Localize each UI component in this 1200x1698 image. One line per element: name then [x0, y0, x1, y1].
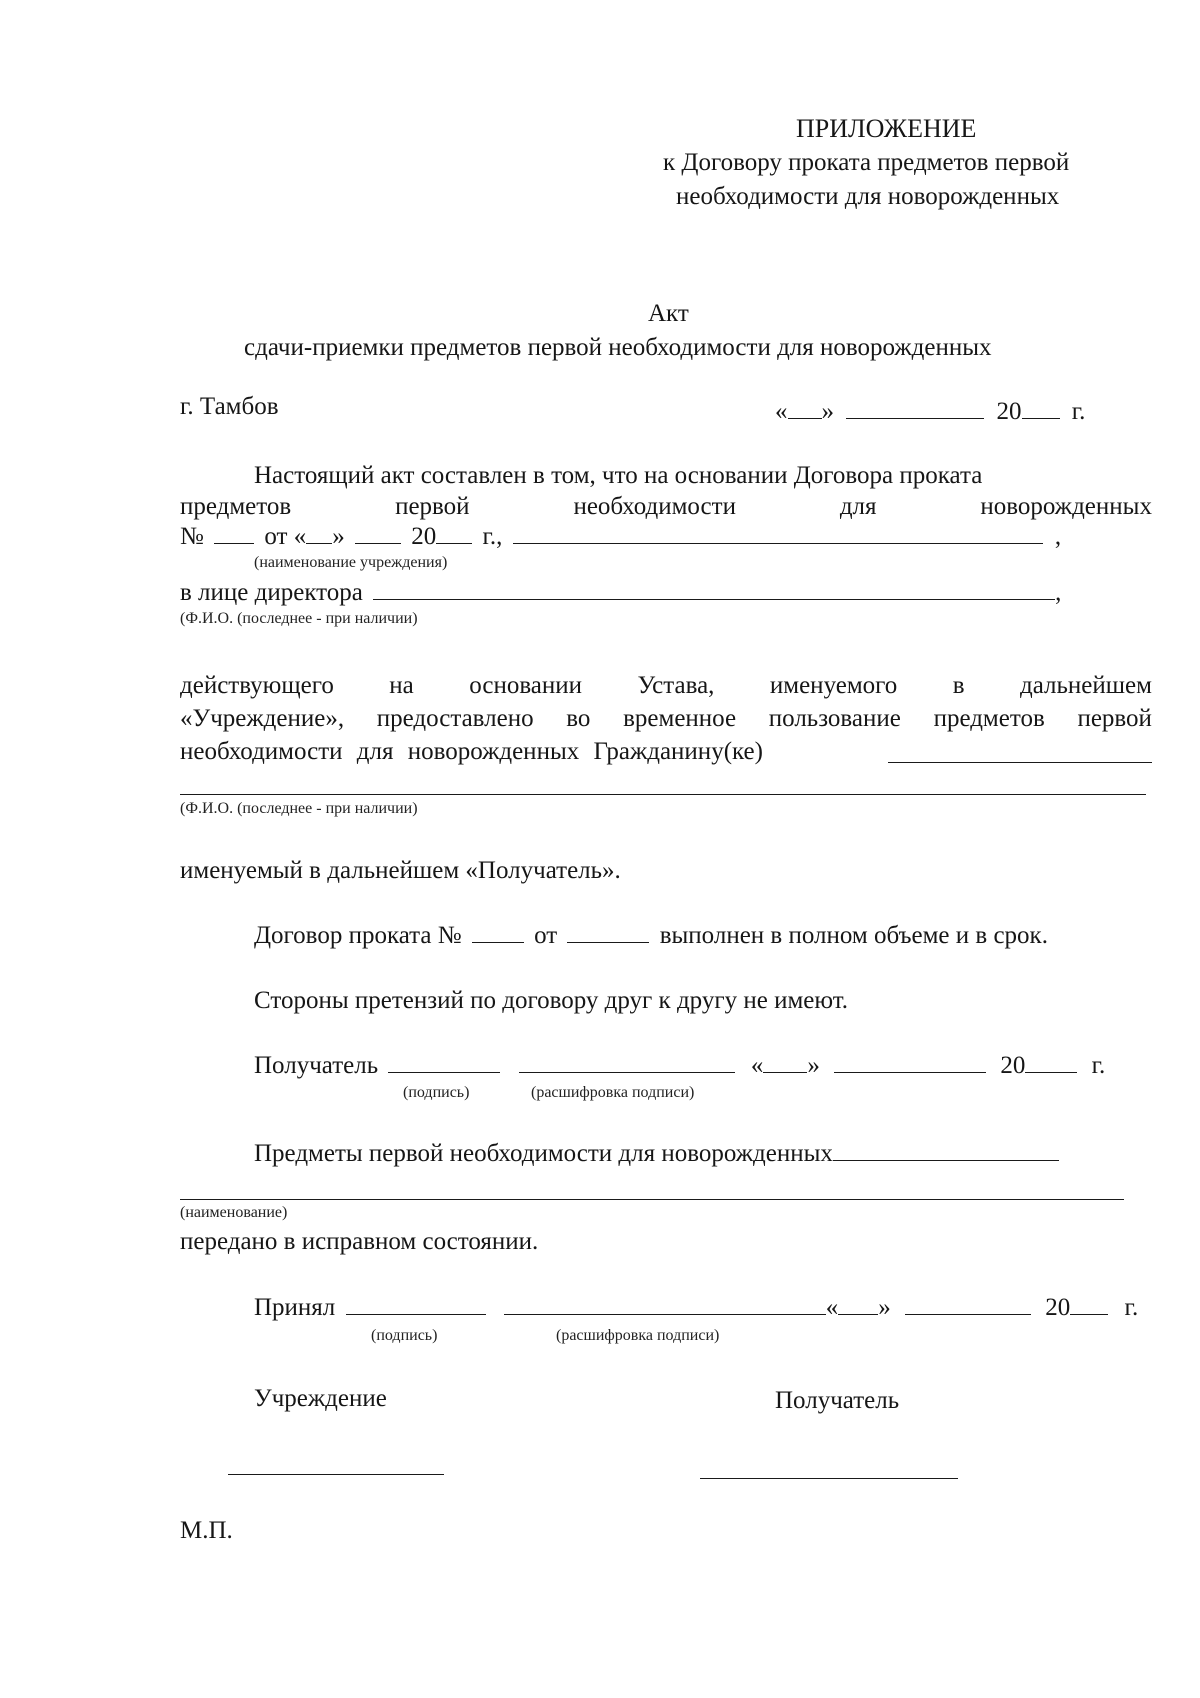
- director-name-field[interactable]: [373, 578, 1055, 600]
- year-prefix: 20: [1045, 1294, 1071, 1321]
- recipient-year-field[interactable]: [1025, 1051, 1077, 1073]
- word: пользование: [768, 705, 901, 732]
- para1-line-3: [180, 522, 1061, 552]
- word: в: [952, 672, 965, 699]
- institution-label: Учреждение: [254, 1385, 387, 1412]
- contract-day-field[interactable]: [306, 522, 332, 544]
- appendix-title: ПРИЛОЖЕНИЕ: [796, 114, 977, 143]
- close-quote: »: [807, 1052, 820, 1079]
- contract-year-field[interactable]: [436, 522, 472, 544]
- word: Устава,: [637, 672, 715, 699]
- accepted-month-field[interactable]: [905, 1293, 1031, 1315]
- year-suffix: г.: [1124, 1294, 1139, 1321]
- year-prefix: 20: [1000, 1052, 1026, 1079]
- accepted-day-field[interactable]: [838, 1293, 878, 1315]
- accepted-label: Принял: [254, 1294, 336, 1321]
- contract-text-b: от: [534, 922, 558, 949]
- close-quote: »: [878, 1294, 891, 1321]
- accepted-signature-field[interactable]: [346, 1293, 486, 1315]
- recipient-month-field[interactable]: [834, 1051, 986, 1073]
- caption-accepted-decoding: (расшифровка подписи): [556, 1327, 720, 1344]
- word: дальнейшем: [1020, 672, 1152, 699]
- date-day-field[interactable]: [788, 397, 822, 419]
- para2-line-2: [180, 704, 1152, 734]
- year-suffix: г.: [1091, 1052, 1106, 1079]
- act-subtitle: сдачи-приемки предметов первой необходимости для новорожденных: [244, 334, 992, 361]
- city: г. Тамбов: [180, 393, 279, 420]
- date-year-prefix: 20: [996, 398, 1022, 425]
- header-date: [775, 397, 1085, 427]
- caption-director-fio: (Ф.И.О. (последнее - при наличии): [180, 610, 418, 627]
- word: предметов: [933, 705, 1045, 732]
- caption-recipient-decoding: (расшифровка подписи): [531, 1084, 695, 1101]
- items-condition: передано в исправном состоянии.: [180, 1228, 539, 1255]
- stamp-place: М.П.: [180, 1517, 233, 1544]
- caption-items-name: (наименование): [180, 1204, 288, 1221]
- word: для: [839, 493, 877, 520]
- recipient-decoding-field[interactable]: [519, 1051, 735, 1073]
- recipient-day-field[interactable]: [763, 1051, 807, 1073]
- para2-line-1: [180, 671, 1152, 701]
- caption-recipient-signature: (подпись): [403, 1084, 470, 1101]
- contract-text-c: выполнен в полном объеме и в срок.: [659, 922, 1048, 949]
- director-label: в лице директора: [180, 579, 363, 606]
- no-claims-line: Стороны претензий по договору друг к другу не имеют.: [254, 987, 849, 1014]
- date-open-quote: «: [775, 398, 788, 425]
- para2-line-3: необходимости для новорожденных Гражданину(ке): [180, 738, 763, 765]
- items-line: [254, 1139, 1059, 1169]
- citizen-name-field-end[interactable]: [888, 762, 1152, 763]
- items-label: Предметы первой необходимости для новорожденных: [254, 1140, 833, 1167]
- para1-line-1: Настоящий акт составлен в том, что на основании Договора проката: [254, 462, 983, 489]
- para1-line-2: [180, 492, 1152, 522]
- number-sign: №: [180, 523, 204, 550]
- appendix-line-2: необходимости для новорожденных: [676, 183, 1060, 210]
- items-name-field-line-2[interactable]: [180, 1199, 1124, 1200]
- from-label: от: [264, 523, 288, 550]
- contract-text-a: Договор проката №: [254, 922, 462, 949]
- trailing-comma: ,: [1054, 523, 1062, 550]
- act-title: Акт: [648, 300, 689, 327]
- word: первой: [1077, 705, 1152, 732]
- open-quote: «: [293, 523, 307, 550]
- word: временное: [623, 705, 737, 732]
- institution-signature-field[interactable]: [228, 1474, 444, 1475]
- word: основании: [469, 672, 583, 699]
- caption-accepted-signature: (подпись): [371, 1327, 438, 1344]
- accepted-year-field[interactable]: [1070, 1293, 1108, 1315]
- rental-date-field[interactable]: [567, 921, 649, 943]
- word: во: [566, 705, 591, 732]
- recipient-sign-line: [254, 1051, 1105, 1081]
- date-year-suffix: г.: [1071, 398, 1086, 425]
- word: новорожденных: [980, 493, 1152, 520]
- institution-name-field[interactable]: [513, 522, 1043, 544]
- close-quote: »: [332, 523, 345, 550]
- word: именуемого: [769, 672, 898, 699]
- rental-number-field[interactable]: [472, 921, 524, 943]
- date-year-field[interactable]: [1022, 397, 1060, 419]
- word: «Учреждение»,: [180, 705, 345, 732]
- citizen-name-field-line-2[interactable]: [180, 794, 1146, 795]
- items-name-field[interactable]: [833, 1139, 1059, 1161]
- open-quote: «: [750, 1052, 764, 1079]
- recipient-sign-label: Получатель: [254, 1052, 379, 1079]
- accepted-line: [254, 1293, 1138, 1323]
- word: предоставлено: [376, 705, 534, 732]
- word: предметов: [180, 493, 292, 520]
- accepted-decoding-field[interactable]: [504, 1293, 826, 1315]
- word: действующего: [180, 672, 334, 699]
- word: первой: [395, 493, 470, 520]
- caption-citizen-fio: (Ф.И.О. (последнее - при наличии): [180, 800, 418, 817]
- recipient-signature-line[interactable]: [700, 1478, 958, 1479]
- year-prefix: 20: [411, 523, 437, 550]
- director-comma: ,: [1055, 579, 1062, 606]
- open-quote: «: [825, 1294, 839, 1321]
- recipient-named: именуемый в дальнейшем «Получатель».: [180, 857, 621, 884]
- appendix-line-1: к Договору проката предметов первой: [663, 149, 1070, 176]
- date-close-quote: »: [821, 398, 834, 425]
- contract-month-field[interactable]: [355, 522, 401, 544]
- contract-fulfilled-line: [254, 921, 1048, 951]
- recipient-label: Получатель: [775, 1387, 900, 1414]
- caption-institution: (наименование учреждения): [254, 554, 448, 571]
- contract-number-field[interactable]: [214, 522, 254, 544]
- year-suffix: г.,: [482, 523, 503, 550]
- recipient-signature-field[interactable]: [388, 1051, 500, 1073]
- director-line: [180, 578, 1061, 608]
- word: необходимости: [573, 493, 736, 520]
- date-month-field[interactable]: [846, 397, 984, 419]
- word: на: [389, 672, 414, 699]
